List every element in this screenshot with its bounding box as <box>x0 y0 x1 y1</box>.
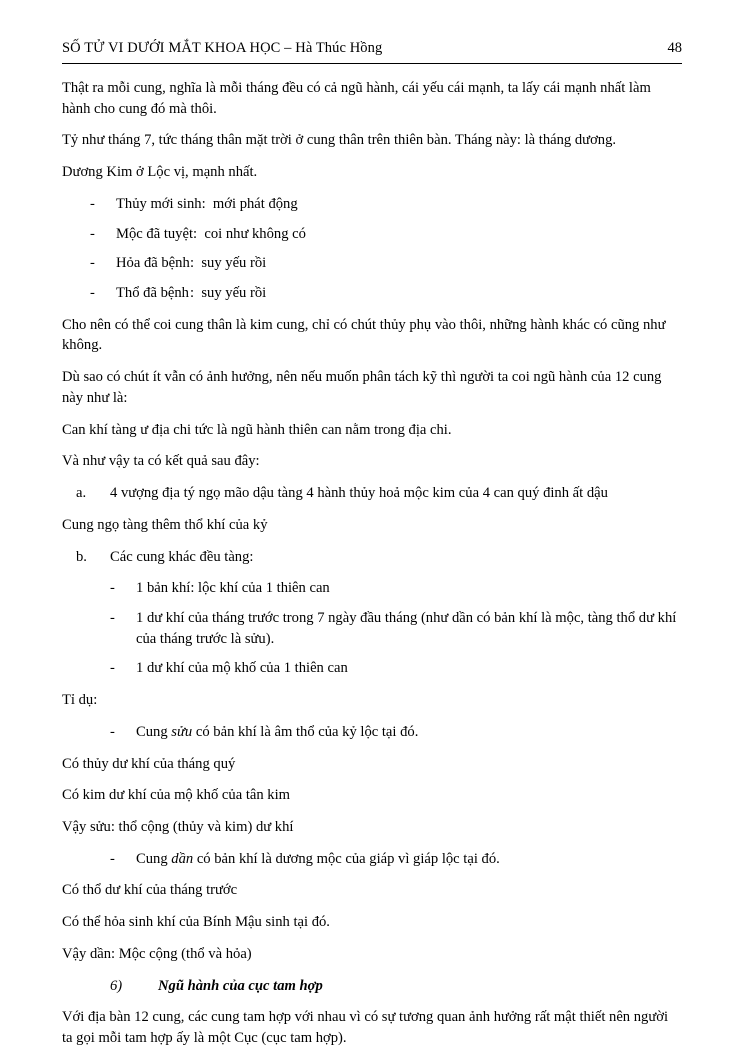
text-after-emphasis: có bản khí là âm thổ của kỷ lộc tại đó. <box>192 723 419 740</box>
list-item-label: Thủy mới sinh <box>116 195 202 212</box>
paragraph-4: Cho nên có thể coi cung thân là kim cung, chỉ có chút thủy phụ vào thôi, những hành khác có cũng như không. <box>62 316 666 354</box>
page-number: 48 <box>667 40 682 56</box>
emphasized-term: dần <box>171 850 194 867</box>
text-after-emphasis: có bản khí là dương mộc của giáp vì giáp lộc tại đó. <box>193 850 500 867</box>
list-item-value: coi như không có <box>204 225 306 242</box>
alpha-list <box>62 483 682 504</box>
dash-marker: - <box>90 255 95 272</box>
page-header <box>62 40 682 64</box>
section-heading-6 <box>62 976 682 997</box>
section-number: 6) <box>110 977 123 994</box>
alpha-marker: b. <box>76 548 87 565</box>
example-suu-list <box>62 722 682 743</box>
paragraph-14: Có thể hỏa sinh khí của Bính Mậu sinh tại đó. <box>62 914 330 931</box>
list-item <box>62 608 682 649</box>
paragraph-7: Và như vậy ta có kết quả sau đây: <box>62 453 260 470</box>
list-item-text <box>136 722 682 743</box>
paragraph-16: Với địa bàn 12 cung, các cung tam hợp với nhau vì có sự tương quan ảnh hưởng rất mật thiết nên người ta gọi mỗi tam hợp ấy là một Cục (cục tam hợp). <box>62 1009 669 1046</box>
paragraph-15: Vậy dần: Mộc cộng (thổ và hỏa) <box>62 945 252 962</box>
alpha-marker: a. <box>76 485 87 502</box>
header-title: SỐ TỬ VI DƯỚI MẮT KHOA HỌC – Hà Thúc Hồng <box>62 40 383 56</box>
list-item-b <box>62 547 682 568</box>
paragraph-6: Can khí tàng ư địa chi tức là ngũ hành thiên can nằm trong địa chi. <box>62 421 452 438</box>
dash-marker: - <box>110 660 115 677</box>
dash-marker: - <box>110 850 115 867</box>
dash-marker: - <box>90 195 95 212</box>
list-item-text: 1 bản khí: lộc khí của 1 thiên can <box>136 580 330 597</box>
text-before-emphasis: Cung <box>136 850 172 867</box>
list-item-text: Các cung khác đều tàng: <box>110 548 254 565</box>
tang-list <box>62 578 682 679</box>
list-item-value: suy yếu rồi <box>201 285 267 302</box>
text-before-emphasis: Cung <box>136 723 172 740</box>
elements-list <box>62 194 682 304</box>
paragraph-2: Tỷ như tháng 7, tức tháng thân mặt trời ở cung thân trên thiên bàn. Tháng này: là tháng dương. <box>62 132 617 149</box>
paragraph-9: Tỉ dụ: <box>62 692 98 709</box>
list-item-content <box>116 224 682 245</box>
emphasized-term: sửu <box>171 723 193 740</box>
dash-marker: - <box>90 285 95 302</box>
list-item <box>62 283 682 304</box>
list-item-label: Thổ đã bệnh <box>116 285 189 302</box>
list-item-label: Mộc đã tuyệt <box>116 225 194 242</box>
list-item <box>62 722 682 743</box>
paragraph-8: Cung ngọ tàng thêm thổ khí của kỷ <box>62 516 268 533</box>
list-item-text: 1 dư khí của mộ khố của 1 thiên can <box>136 660 348 677</box>
list-item-text <box>136 849 682 870</box>
paragraph-5: Dù sao có chút ít vẫn có ảnh hưởng, nên nếu muốn phân tách kỹ thì người ta coi ngũ hành của 12 cung này như là: <box>62 369 662 406</box>
example-dan-list <box>62 849 682 870</box>
list-item-separator: : <box>190 285 195 302</box>
list-item <box>62 578 682 599</box>
list-item-text: 1 dư khí của tháng trước trong 7 ngày đầu tháng (như dần có bản khí là mộc, tàng thổ dư khí của tháng trước là sửu). <box>136 609 677 647</box>
section-title: Ngũ hành của cục tam hợp <box>158 977 323 994</box>
list-item-separator: : <box>201 195 206 212</box>
paragraph-1: Thật ra mỗi cung, nghĩa là mỗi tháng đều có cả ngũ hành, cái yếu cái mạnh, ta lấy cái mạnh nhất làm hành cho cung đó mà thôi. <box>62 80 651 117</box>
alpha-list-b <box>62 547 682 568</box>
dash-marker: - <box>110 609 115 626</box>
dash-marker: - <box>110 723 115 740</box>
list-item-text: 4 vượng địa tý ngọ mão dậu tàng 4 hành thủy hoả mộc kim của 4 can quý đinh ất dậu <box>110 485 608 502</box>
list-item <box>62 658 682 679</box>
list-item <box>62 849 682 870</box>
list-item-value: mới phát động <box>212 195 298 212</box>
list-item-value: suy yếu rồi <box>201 255 267 272</box>
list-item-content <box>116 253 682 274</box>
paragraph-12: Vậy sửu: thổ cộng (thủy và kim) dư khí <box>62 818 294 835</box>
list-item <box>62 224 682 245</box>
list-item-content <box>116 194 682 215</box>
list-item <box>62 194 682 215</box>
list-item-content <box>116 283 682 304</box>
paragraph-11: Có kim dư khí của mộ khố của tân kim <box>62 787 290 804</box>
paragraph-13: Có thổ dư khí của tháng trước <box>62 882 238 899</box>
paragraph-3: Dương Kim ở Lộc vị, mạnh nhất. <box>62 164 258 181</box>
dash-marker: - <box>90 225 95 242</box>
list-item-separator: : <box>193 225 198 242</box>
list-item-a <box>62 483 682 504</box>
list-item <box>62 253 682 274</box>
list-item-label: Hỏa đã bệnh <box>116 255 190 272</box>
paragraph-10: Có thủy dư khí của tháng quý <box>62 755 236 772</box>
list-item-separator: : <box>190 255 195 272</box>
dash-marker: - <box>110 580 115 597</box>
